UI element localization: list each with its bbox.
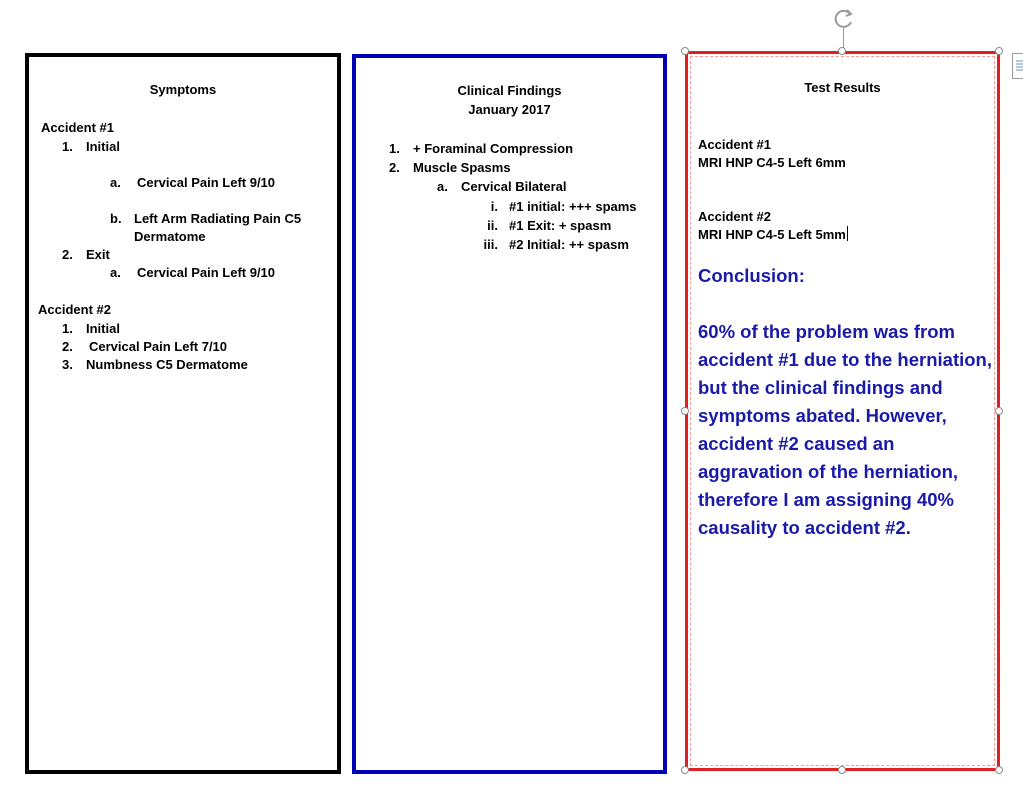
symptoms-textbox[interactable] xyxy=(25,53,341,774)
list-roman: ii. xyxy=(487,218,498,233)
symptoms-accident2-heading: Accident #2 xyxy=(38,302,111,317)
resize-handle-right[interactable] xyxy=(995,407,1003,415)
list-item: #1 initial: +++ spams xyxy=(509,199,637,214)
tests-accident1-heading: Accident #1 xyxy=(698,137,771,152)
list-number: 1. xyxy=(389,141,400,156)
resize-handle-bottom-left[interactable] xyxy=(681,766,689,774)
symptoms-accident1-heading: Accident #1 xyxy=(41,120,114,135)
layout-options-icon[interactable] xyxy=(1012,53,1023,79)
list-item: #2 Initial: ++ spasm xyxy=(509,237,629,252)
list-item: Muscle Spasms xyxy=(413,160,511,175)
list-item: #1 Exit: + spasm xyxy=(509,218,612,233)
list-item: Exit xyxy=(86,247,110,262)
list-number: 3. xyxy=(62,357,73,372)
list-item: Initial xyxy=(86,321,120,336)
resize-handle-top-left[interactable] xyxy=(681,47,689,55)
conclusion-text: 60% of the problem was from accident #1 due to the herniation, but the clinical findings and symptoms abated. However, accident #2 caused an aggravation of the herniation, therefore I am assigning 40% causality to accident #2. xyxy=(698,321,992,538)
resize-handle-left[interactable] xyxy=(681,407,689,415)
list-item-continuation: Dermatome xyxy=(134,229,206,244)
list-item: Cervical Pain Left 9/10 xyxy=(137,265,276,280)
conclusion-heading: Conclusion: xyxy=(698,265,805,286)
rotate-handle-icon[interactable] xyxy=(832,7,856,31)
list-letter: b. xyxy=(110,211,122,226)
list-roman: iii. xyxy=(483,237,498,252)
list-letter: a. xyxy=(110,175,121,190)
resize-handle-top[interactable] xyxy=(838,47,846,55)
list-roman: i. xyxy=(490,199,498,214)
list-number: 2. xyxy=(62,247,73,262)
clinical-date: January 2017 xyxy=(468,102,551,117)
symptoms-title: Symptoms xyxy=(149,82,217,97)
list-item: Initial xyxy=(86,139,120,154)
list-number: 1. xyxy=(62,139,73,154)
tests-accident2-result: MRI HNP C4-5 Left 5mm xyxy=(698,227,846,242)
list-letter: a. xyxy=(110,265,121,280)
resize-handle-bottom[interactable] xyxy=(838,766,846,774)
list-item: Numbness C5 Dermatome xyxy=(86,357,248,372)
list-item: + Foraminal Compression xyxy=(413,141,574,156)
list-number: 1. xyxy=(62,321,73,336)
tests-title: Test Results xyxy=(804,80,881,95)
list-letter: a. xyxy=(437,179,448,194)
list-item: Cervical Pain Left 7/10 xyxy=(89,339,228,354)
list-number: 2. xyxy=(62,339,73,354)
resize-handle-top-right[interactable] xyxy=(995,47,1003,55)
tests-accident1-result: MRI HNP C4-5 Left 6mm xyxy=(698,155,846,170)
list-number: 2. xyxy=(389,160,400,175)
clinical-title: Clinical Findings xyxy=(457,83,562,98)
resize-handle-bottom-right[interactable] xyxy=(995,766,1003,774)
list-item: Left Arm Radiating Pain C5 xyxy=(134,211,302,226)
list-item: Cervical Pain Left 9/10 xyxy=(137,175,276,190)
list-item: Cervical Bilateral xyxy=(461,179,567,194)
tests-accident2-heading: Accident #2 xyxy=(698,209,771,224)
text-cursor xyxy=(847,226,848,241)
